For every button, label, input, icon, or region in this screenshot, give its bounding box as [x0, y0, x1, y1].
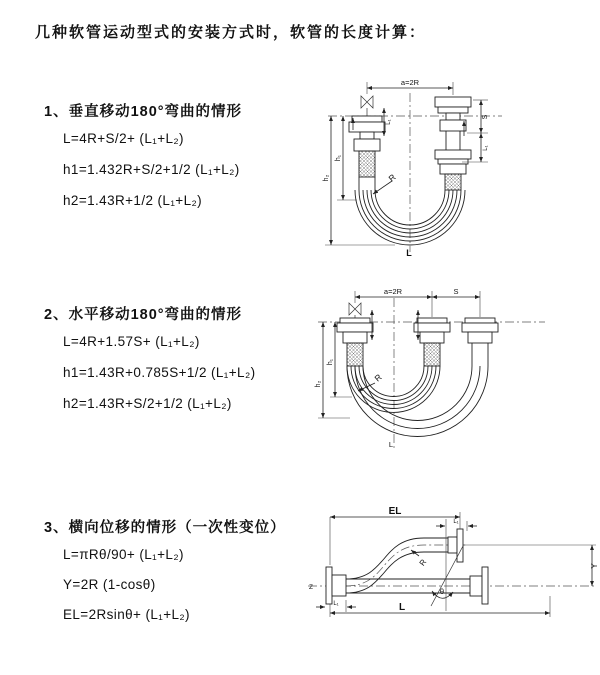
- dim-label-r: R: [417, 557, 429, 568]
- right-hose-fitting: [435, 97, 471, 190]
- dim-label-h2: h₂: [315, 380, 322, 388]
- right-hose-fitting: [462, 318, 498, 366]
- page-title: 几种软管运动型式的安装方式时，软管的长度计算：: [35, 24, 427, 41]
- dimension-l1-left: [316, 600, 356, 612]
- dimension-el: [330, 506, 460, 568]
- upper-right-flange-fitting: [448, 529, 463, 562]
- middle-hose-fitting: [414, 318, 450, 366]
- diagram-lateral-displacement: [300, 505, 600, 650]
- diagram-horizontal-180-bend: [305, 280, 585, 475]
- section-3-heading: 3、横向位移的情形（一次性变位）: [44, 520, 286, 536]
- formula-line: Y=2R (1-cosθ): [63, 577, 156, 592]
- formula-line: L=4R+1.57S+ (L₁+L₂): [63, 334, 200, 349]
- dim-label-l: L: [406, 248, 412, 258]
- left-flange-fitting: [326, 567, 346, 604]
- formula-line: L=πRθ/90+ (L₁+L₂): [63, 547, 184, 562]
- braided-hose-section: [359, 151, 375, 177]
- formula-line: h2=1.43R+S/2+1/2 (L₁+L₂): [63, 396, 232, 411]
- dim-label-l: L: [398, 602, 406, 613]
- braided-hose-section: [347, 343, 363, 366]
- dim-label-y: Y: [590, 563, 599, 569]
- dim-label-l: L: [388, 440, 394, 449]
- dim-label-l1: L₁: [333, 601, 339, 607]
- braided-hose-section: [445, 174, 461, 190]
- section-1-heading: 1、垂直移动180°弯曲的情形: [44, 104, 243, 120]
- hose-u-curves: [347, 366, 488, 437]
- dimension-l1-top: [436, 519, 477, 531]
- s-curved-hose-displaced-position: [346, 538, 452, 593]
- dimension-a2r: [367, 78, 453, 95]
- dim-label-r: R: [372, 371, 384, 384]
- formula-line: h1=1.432R+S/2+1/2 (L₁+L₂): [63, 162, 240, 177]
- dim-label-theta: θ: [439, 587, 445, 596]
- axis-mark-z: Z: [309, 584, 313, 591]
- dim-label-r: R: [386, 171, 398, 184]
- dim-label-l1: L₁: [386, 119, 392, 125]
- dim-label-h1: h₁: [335, 154, 342, 162]
- dim-label-s: S: [482, 114, 489, 120]
- formula-line: h1=1.43R+0.785S+1/2 (L₁+L₂): [63, 365, 256, 380]
- dim-label-h1: h₁: [327, 358, 334, 366]
- small-dimension-arrows: [372, 310, 418, 340]
- formula-line: L=4R+S/2+ (L₁+L₂): [63, 131, 184, 146]
- radius-callout: [373, 172, 398, 194]
- dimension-a2r: [355, 287, 480, 317]
- dim-label-h2: h₂: [323, 174, 330, 182]
- braided-hose-section: [424, 343, 440, 366]
- formula-line: h2=1.43R+1/2 (L₁+L₂): [63, 193, 203, 208]
- dim-label-l1: L₁: [483, 145, 489, 151]
- left-hose-fitting: [337, 318, 373, 366]
- dim-label-a2r: a=2R: [383, 287, 403, 296]
- dimension-l: [330, 596, 550, 617]
- dim-label-l1: L₁: [453, 519, 459, 525]
- dim-label-s: S: [453, 287, 459, 296]
- angle-theta-construction: [431, 546, 463, 606]
- diagram-vertical-180-bend: [305, 75, 590, 260]
- dim-label-el: EL: [388, 506, 402, 517]
- section-2-heading: 2、水平移动180°弯曲的情形: [44, 307, 243, 323]
- formula-line: EL=2Rsinθ+ (L₁+L₂): [63, 607, 190, 622]
- right-lower-flange-fitting: [470, 567, 488, 604]
- valve-icon: [349, 303, 361, 318]
- valve-icon: [361, 96, 373, 116]
- left-hose-fitting: [349, 116, 385, 190]
- dim-label-a2r: a=2R: [400, 78, 420, 87]
